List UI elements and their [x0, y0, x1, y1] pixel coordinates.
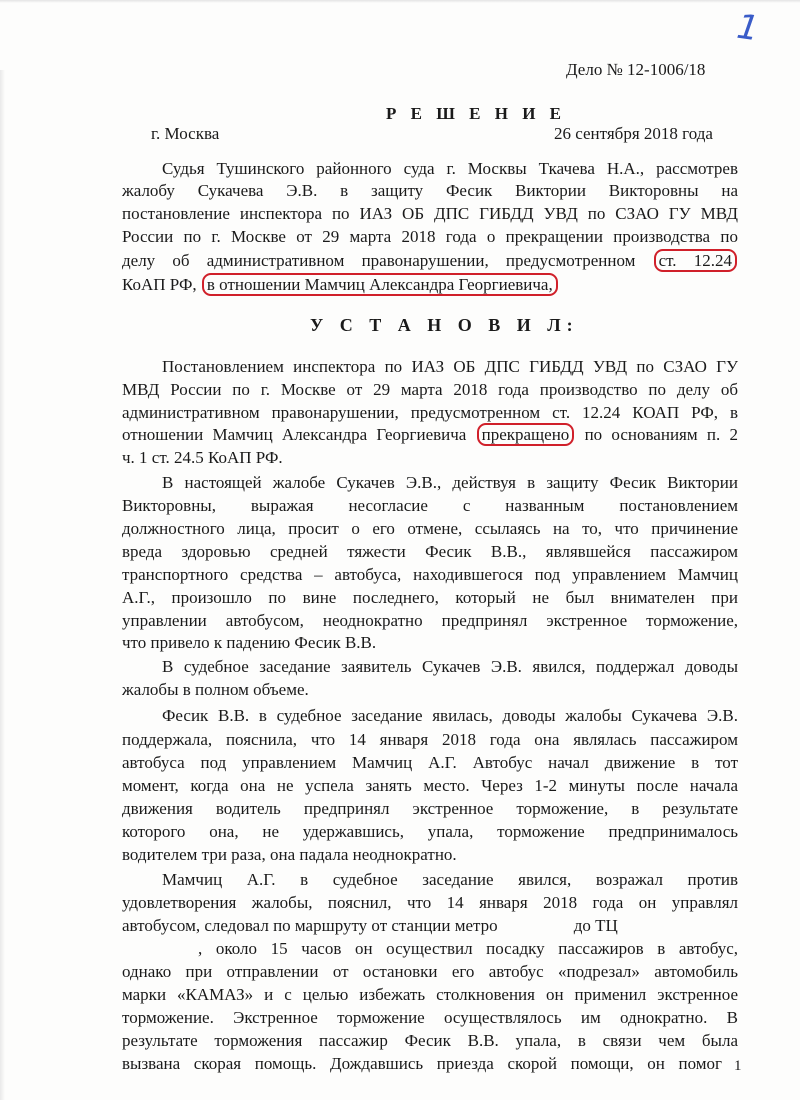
intro-line-3: постановление инспектора по ИАЗ ОБ ДПС ГИБДД УВД по СЗАО ГУ МВД [122, 204, 738, 223]
body-line-30: результате торможения пассажир Фесик В.В. упала, в связи чем была [122, 1031, 738, 1050]
body-line-19: момент, когда она не успела занять место. Через 1-2 минуты после начала [122, 776, 738, 795]
body-line-21: которого она, не удержавшись, упала, торможение предпринималось [122, 822, 738, 841]
circled-person-ref: в отношении Мамчиц Александра Георгиевича, [202, 273, 558, 296]
scan-edge-top [0, 0, 800, 3]
city: г. Москва [151, 124, 220, 143]
body-line-28: марки «КАМАЗ» и с целью избежать столкновения он применил экстренное [122, 985, 738, 1004]
body-line-18: автобуса под управлением Мамчиц А.Г. Автобус начал движение в тот [122, 753, 738, 772]
circled-terminated: прекращено [477, 423, 575, 446]
body-line-24: удовлетворения жалобы, пояснил, что 14 января 2018 года он управлял [122, 893, 738, 912]
intro-line-5 [122, 250, 738, 272]
circled-article-ref: ст. 12.24 [654, 249, 737, 272]
body-line-22: водителем три раза, она падала неоднократно. [122, 845, 457, 864]
intro-line-1: Судья Тушинского районного суда г. Москвы Ткачева Н.А., рассмотрев [162, 159, 738, 178]
body-line-5: ч. 1 ст. 24.5 КоАП РФ. [122, 448, 283, 467]
body-line-3: административном правонарушении, предусмотренном ст. 12.24 КОАП РФ, в [122, 403, 738, 422]
intro-line-2: жалобу Сукачева Э.В. в защиту Фесик Виктории Викторовны на [122, 181, 738, 200]
body-line-27: однако при отправлении от остановки его автобус «подрезал» автомобиль [122, 962, 738, 981]
section-heading: У С Т А Н О В И Л: [310, 315, 579, 335]
body-line-7: Викторовны, выражая несогласие с названным постановлением [122, 496, 738, 515]
body-line-4-tail: по основаниям п. 2 [584, 425, 738, 444]
body-line-29: торможение. Экстренное торможение осуществлялось им однократно. В [122, 1008, 738, 1027]
intro-line-5-text: делу об административном правонарушении, предусмотренном [122, 251, 636, 270]
body-line-2: МВД России по г. Москве от 29 марта 2018 года производство по делу об [122, 380, 738, 399]
body-line-14: В судебное заседание заявитель Сукачев Э.В. явился, поддержал доводы [162, 657, 738, 676]
body-line-15: жалобы в полном объеме. [122, 680, 309, 699]
body-line-1: Постановлением инспектора по ИАЗ ОБ ДПС ГИБДД УВД по СЗАО ГУ [162, 357, 738, 376]
body-line-26: , около 15 часов он осуществил посадку пассажиров в автобус, [198, 939, 738, 958]
intro-line-4: России по г. Москве от 29 марта 2018 года о прекращении производства по [122, 227, 738, 246]
body-line-6: В настоящей жалобе Сукачев Э.В., действуя в защиту Фесик Виктории [162, 473, 738, 492]
body-line-12: управлении автобусом, неоднократно предпринял экстренное торможение, [122, 611, 738, 630]
body-line-4 [122, 424, 738, 446]
body-line-23: Мамчиц А.Г. в судебное заседание явился, возражал против [162, 870, 738, 889]
body-line-20: движения водитель предпринял экстренное торможение, в результате [122, 799, 738, 818]
body-line-17: поддержала, пояснила, что 14 января 2018 года она являлась пассажиром [122, 730, 738, 749]
body-line-16: Фесик В.В. в судебное заседание явилась, доводы жалобы Сукачева Э.В. [162, 706, 738, 725]
case-number: Дело № 12-1006/18 [566, 60, 706, 79]
body-line-25 [122, 915, 738, 937]
body-line-31: вызвана скорая помощь. Дождавшись приезда скорой помощи, он помог [122, 1054, 722, 1073]
body-line-9: вреда здоровью средней тяжести Фесик В.В., являвшейся пассажиром [122, 542, 738, 561]
body-line-25-tail: до ТЦ [573, 916, 618, 935]
body-line-10: транспортного средства – автобуса, находившегося под управлением Мамчиц [122, 565, 738, 584]
body-line-25-text: автобусом, следовал по маршруту от станции метро [122, 916, 498, 935]
handwritten-page-mark: 1 [734, 6, 762, 50]
page-number: 1 [734, 1058, 742, 1074]
body-line-4-text: отношении Мамчиц Александра Георгиевича [122, 425, 467, 444]
body-line-8: должностного лица, просит о его отмене, ссылаясь на то, что причинение [122, 519, 738, 538]
intro-line-6-text: КоАП РФ, [122, 275, 197, 294]
document-title: Р Е Ш Е Н И Е [386, 104, 567, 123]
body-line-11: А.Г., произошло по вине последнего, который не был внимателен при [122, 588, 738, 607]
body-line-13: что привело к падению Фесик В.В. [122, 633, 377, 652]
intro-line-6 [122, 274, 738, 296]
decision-date: 26 сентября 2018 года [554, 124, 713, 143]
scan-edge-left [0, 70, 5, 1100]
